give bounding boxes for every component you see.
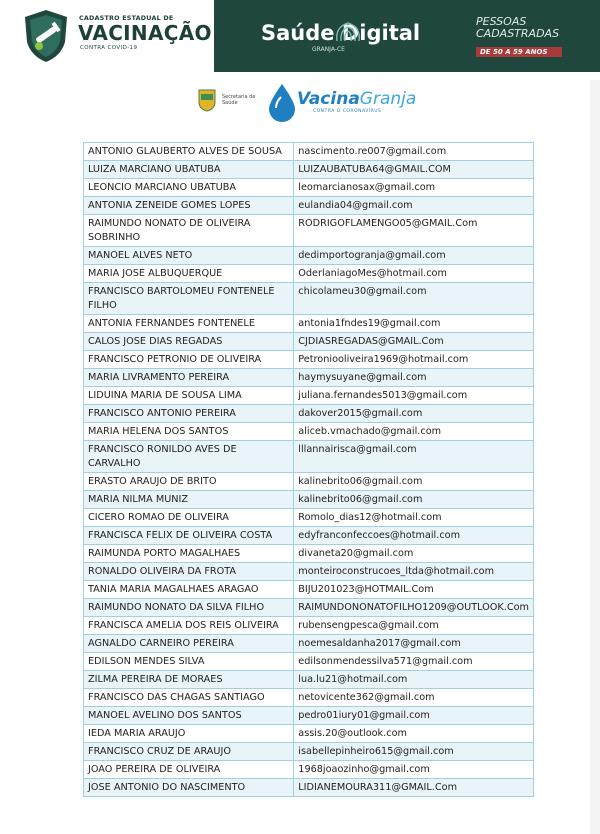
campaign-title: VACINAÇÃO [78, 21, 212, 45]
person-email-cell: divaneta20@gmail.com [294, 545, 534, 563]
saude-digital-subtitle: GRANJA-CE [312, 46, 345, 53]
person-email-cell: RAIMUNDONONATOFILHO1209@OUTLOOK.Com [294, 599, 534, 617]
person-email-cell: eulandia04@gmail.com [294, 197, 534, 215]
person-email-cell: Romolo_dias12@hotmail.com [294, 509, 534, 527]
table-row [84, 265, 534, 283]
person-name-cell: FRANCISCO DAS CHAGAS SANTIAGO [84, 689, 294, 707]
person-name-cell: MANOEL AVELINO DOS SANTOS [84, 707, 294, 725]
person-email-cell: dedimportogranja@gmail.com [294, 247, 534, 265]
table-row [84, 387, 534, 405]
person-email-cell: juliana.fernandes5013@gmail.com [294, 387, 534, 405]
person-name-cell: ANTONIA ZENEIDE GOMES LOPES [84, 197, 294, 215]
person-email-cell: pedro01iury01@gmail.com [294, 707, 534, 725]
saude-digital-title: Saúde Digital [261, 21, 421, 45]
person-name-cell: CICERO ROMAO DE OLIVEIRA [84, 509, 294, 527]
person-name-cell: MARIA LIVRAMENTO PEREIRA [84, 369, 294, 387]
person-email-cell: isabellepinheiro615@gmail.com [294, 743, 534, 761]
saude-digital-brand [214, 0, 600, 72]
person-email-cell: leomarcianosax@gmail.com [294, 179, 534, 197]
table-row [84, 441, 534, 473]
vacina-granja-logo [297, 89, 416, 109]
person-email-cell: lua.lu21@hotmail.com [294, 671, 534, 689]
person-name-cell: LEONCIO MARCIANO UBATUBA [84, 179, 294, 197]
vacina-logo-city: Granja [359, 89, 417, 109]
municipal-coat-of-arms-icon [197, 88, 217, 112]
person-email-cell: RODRIGOFLAMENGO05@GMAIL.Com [294, 215, 534, 247]
table-row [84, 761, 534, 779]
page-edge-shadow [590, 80, 600, 834]
partner-logos [0, 78, 600, 126]
age-range-badge: DE 50 A 59 ANOS [476, 47, 562, 57]
person-name-cell: JOSE ANTONIO DO NASCIMENTO [84, 779, 294, 797]
person-email-cell: antonia1fndes19@gmail.com [294, 315, 534, 333]
person-email-cell: haymysuyane@gmail.com [294, 369, 534, 387]
table-row [84, 283, 534, 315]
campaign-subtitle: CONTRA COVID-19 [80, 45, 138, 51]
person-name-cell: FRANCISCO ANTONIO PEREIRA [84, 405, 294, 423]
table-row [84, 161, 534, 179]
table-row [84, 581, 534, 599]
person-email-cell: LIDIANEMOURA311@GMAIL.Com [294, 779, 534, 797]
person-name-cell: FRANCISCO CRUZ DE ARAUJO [84, 743, 294, 761]
table-row [84, 563, 534, 581]
table-row [84, 197, 534, 215]
person-email-cell: lllannairisca@gmail.com [294, 441, 534, 473]
person-name-cell: FRANCISCA AMELIA DOS REIS OLIVEIRA [84, 617, 294, 635]
person-email-cell: chicolameu30@gmail.com [294, 283, 534, 315]
table-row [84, 369, 534, 387]
table-row [84, 671, 534, 689]
person-email-cell: CJDIASREGADAS@GMAIL.Com [294, 333, 534, 351]
person-name-cell: EDILSON MENDES SILVA [84, 653, 294, 671]
table-row [84, 247, 534, 265]
person-name-cell: FRANCISCO RONILDO AVES DE CARVALHO [84, 441, 294, 473]
health-secretariat-line2: Saúde [222, 100, 238, 106]
person-name-cell: ZILMA PEREIRA DE MORAES [84, 671, 294, 689]
person-email-cell: dakover2015@gmail.com [294, 405, 534, 423]
person-email-cell: 1968joaozinho@gmail.com [294, 761, 534, 779]
person-name-cell: MARIA HELENA DOS SANTOS [84, 423, 294, 441]
table-row [84, 599, 534, 617]
table-row [84, 215, 534, 247]
person-name-cell: IEDA MARIA ARAUJO [84, 725, 294, 743]
table-row [84, 473, 534, 491]
table-row [84, 527, 534, 545]
person-name-cell: LUIZA MARCIANO UBATUBA [84, 161, 294, 179]
table-row [84, 653, 534, 671]
person-email-cell: LUIZAUBATUBA64@GMAIL.COM [294, 161, 534, 179]
list-heading-line1: PESSOAS [476, 15, 527, 28]
table-row [84, 617, 534, 635]
person-name-cell: ANTONIA FERNANDES FONTENELE [84, 315, 294, 333]
person-name-cell: RAIMUNDA PORTO MAGALHAES [84, 545, 294, 563]
table-row [84, 743, 534, 761]
person-email-cell: OderlaniagoMes@hotmail.com [294, 265, 534, 283]
table-row [84, 545, 534, 563]
person-name-cell: FRANCISCO PETRONIO DE OLIVEIRA [84, 351, 294, 369]
table-row [84, 707, 534, 725]
table-row [84, 509, 534, 527]
fingerprint-icon [331, 15, 365, 49]
person-email-cell: Petroniooliveira1969@hotmail.com [294, 351, 534, 369]
person-name-cell: FRANCISCO BARTOLOMEU FONTENELE FILHO [84, 283, 294, 315]
person-email-cell: kalinebrito06@gmail.com [294, 473, 534, 491]
table-row [84, 689, 534, 707]
table-row [84, 333, 534, 351]
table-row [84, 315, 534, 333]
table-row [84, 405, 534, 423]
person-email-cell: kalinebrito06@gmail.com [294, 491, 534, 509]
person-email-cell: rubensengpesca@gmail.com [294, 617, 534, 635]
person-name-cell: ANTONIO GLAUBERTO ALVES DE SOUSA [84, 143, 294, 161]
person-email-cell: edilsonmendessilva571@gmail.com [294, 653, 534, 671]
person-name-cell: MARIA NILMA MUNIZ [84, 491, 294, 509]
person-email-cell: noemesaldanha2017@gmail.com [294, 635, 534, 653]
person-name-cell: ERASTO ARAUJO DE BRITO [84, 473, 294, 491]
person-email-cell: assis.20@outlook.com [294, 725, 534, 743]
person-name-cell: FRANCISCA FELIX DE OLIVEIRA COSTA [84, 527, 294, 545]
vaccination-shield-icon [21, 8, 71, 64]
health-secretariat-line1: Secretaria de [222, 94, 256, 100]
table-row [84, 143, 534, 161]
header-banner [0, 0, 600, 72]
person-name-cell: RAIMUNDO NONATO DE OLIVEIRA SOBRINHO [84, 215, 294, 247]
person-email-cell: aliceb.vmachado@gmail.com [294, 423, 534, 441]
person-name-cell: MANOEL ALVES NETO [84, 247, 294, 265]
campaign-kicker: CADASTRO ESTADUAL DE [79, 14, 174, 22]
person-name-cell: TANIA MARIA MAGALHAES ARAGAO [84, 581, 294, 599]
campaign-brand [0, 0, 214, 72]
person-name-cell: MARIA JOSE ALBUQUERQUE [84, 265, 294, 283]
person-name-cell: RAIMUNDO NONATO DA SILVA FILHO [84, 599, 294, 617]
person-email-cell: BIJU201023@HOTMAIL.Com [294, 581, 534, 599]
vacina-logo-subtitle: CONTRA O CORONAVÍRUS [313, 109, 382, 114]
person-name-cell: LIDUINA MARIA DE SOUSA LIMA [84, 387, 294, 405]
person-name-cell: JOAO PEREIRA DE OLIVEIRA [84, 761, 294, 779]
table-body [84, 143, 534, 797]
person-email-cell: monteiroconstrucoes_ltda@hotmail.com [294, 563, 534, 581]
table-row [84, 423, 534, 441]
table-row [84, 351, 534, 369]
table-row [84, 179, 534, 197]
list-heading [476, 16, 559, 40]
person-name-cell: RONALDO OLIVEIRA DA FROTA [84, 563, 294, 581]
vacina-logo-main: Vacina [297, 89, 360, 109]
person-name-cell: CALOS JOSE DIAS REGADAS [84, 333, 294, 351]
table-row [84, 635, 534, 653]
registered-people-table [83, 142, 534, 797]
table-row [84, 491, 534, 509]
table-row [84, 725, 534, 743]
person-email-cell: netovicente362@gmail.com [294, 689, 534, 707]
person-email-cell: nascimento.re007@gmail.com [294, 143, 534, 161]
health-secretariat-logo [222, 94, 255, 106]
table-row [84, 779, 534, 797]
person-email-cell: edyfranconfeccoes@hotmail.com [294, 527, 534, 545]
water-drop-icon [265, 82, 299, 122]
person-name-cell: AGNALDO CARNEIRO PEREIRA [84, 635, 294, 653]
list-heading-line2: CADASTRADAS [476, 27, 560, 40]
